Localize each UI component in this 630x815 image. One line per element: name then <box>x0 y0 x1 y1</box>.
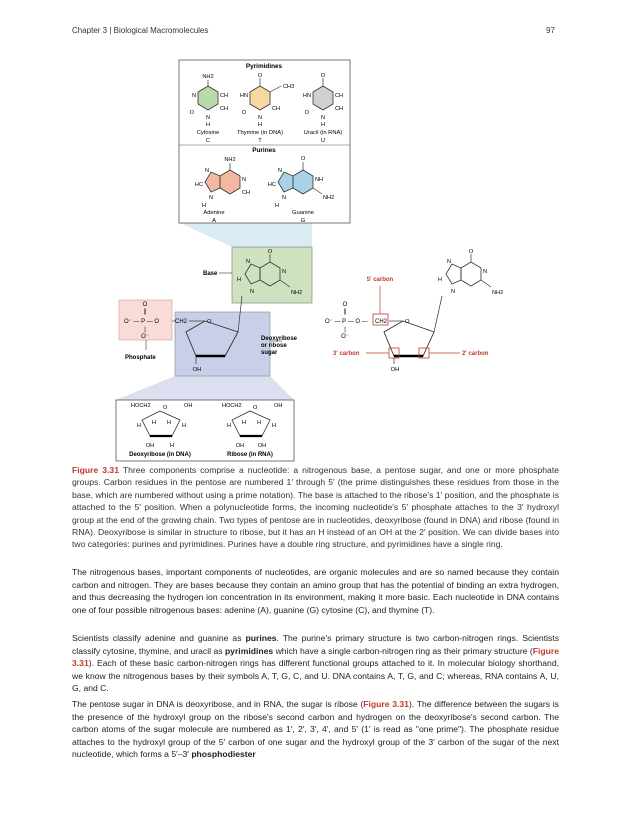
adenine-letter: A <box>212 218 216 224</box>
svg-text:O: O <box>304 110 309 116</box>
carbon2-label: 2′ carbon <box>462 351 489 357</box>
svg-text:NH2: NH2 <box>291 290 303 296</box>
svg-text:O: O <box>163 405 168 411</box>
svg-text:N: N <box>446 259 451 265</box>
svg-text:O⁻: O⁻ <box>341 334 349 340</box>
svg-text:NH2: NH2 <box>492 290 504 296</box>
svg-text:H: H <box>152 420 157 426</box>
svg-text:||: || <box>143 309 147 315</box>
uracil-letter: U <box>320 138 326 144</box>
deoxyribose-label: Deoxyribose (in DNA) <box>129 452 191 458</box>
svg-text:||: || <box>343 309 347 315</box>
svg-text:NH2: NH2 <box>202 74 214 80</box>
svg-text:N: N <box>249 289 255 295</box>
thymine-label: Thymine (in DNA) <box>236 130 284 136</box>
svg-text:O⁻: O⁻ <box>141 334 149 340</box>
svg-text:H: H <box>257 420 262 426</box>
base-connector <box>180 223 312 247</box>
svg-text:O: O <box>342 302 348 308</box>
figure-caption <box>72 464 559 551</box>
svg-text:N: N <box>277 168 282 174</box>
svg-text:N: N <box>242 177 247 183</box>
svg-text:H: H <box>437 277 442 283</box>
svg-text:O: O <box>300 156 306 162</box>
svg-text:OH: OH <box>274 403 283 409</box>
uracil-label: Uracil (in RNA) <box>303 130 343 136</box>
figure-ref-link[interactable]: Figure 3.31 <box>363 699 409 709</box>
svg-text:H: H <box>272 423 277 429</box>
purines-term: purines <box>245 633 277 643</box>
svg-text:H: H <box>320 122 326 128</box>
figure-ref-link[interactable]: Figure 3.31 <box>72 645 559 669</box>
svg-text:N: N <box>205 115 211 121</box>
sugar-label-3: sugar <box>261 350 278 356</box>
svg-text:H: H <box>236 277 241 283</box>
svg-text:NH2: NH2 <box>323 195 335 201</box>
svg-text:CH: CH <box>335 93 344 99</box>
svg-text:OH: OH <box>192 367 202 373</box>
paragraph-3: The pentose sugar in DNA is deoxyribose, and in RNA, the sugar is ribose (Figure 3.31). The difference between the sugars is the presence of the hydroxyl group on the ribose's second carbon and hydrogen on the deoxyribose's second carbon. The carbon atoms of the sugar molecule are numbered as 1′, 2′, 3′, 4′, and 5′ (1′ is read as "one prime"). The phosphate residue attaches to the hydroxyl group of the 5′ carbon of one sugar and the hydroxyl group of the 3′ carbon of the sugar of the next nucleotide, which forms a 5′–3′ phosphodiester <box>72 699 559 760</box>
svg-text:H: H <box>137 423 142 429</box>
svg-text:O: O <box>320 73 326 79</box>
svg-text:HC: HC <box>267 182 276 188</box>
svg-text:OH: OH <box>235 443 245 449</box>
svg-text:O: O <box>468 249 474 255</box>
svg-text:H: H <box>257 122 263 128</box>
svg-text:O: O <box>405 319 410 325</box>
svg-text:O⁻ — P — O —: O⁻ — P — O — <box>325 319 368 325</box>
svg-text:CH: CH <box>220 93 229 99</box>
svg-text:H: H <box>274 203 280 209</box>
svg-text:CH2: CH2 <box>175 319 188 325</box>
pyrimidines-term: pyrimidines <box>224 645 274 656</box>
cytosine-label: Cytosine <box>196 130 220 136</box>
svg-text:H: H <box>169 443 175 449</box>
svg-text:H: H <box>205 122 211 128</box>
svg-text:|: | <box>144 327 146 333</box>
svg-text:HOCH2: HOCH2 <box>131 403 151 409</box>
svg-text:N: N <box>245 259 250 265</box>
svg-text:N: N <box>208 195 214 201</box>
svg-text:O: O <box>207 319 212 325</box>
sugar-connector <box>116 376 294 400</box>
svg-text:|: | <box>344 327 346 333</box>
svg-text:H: H <box>182 423 187 429</box>
sugar-box <box>175 312 270 376</box>
sugar-label-2: or ribose <box>261 343 287 349</box>
svg-text:O: O <box>253 405 258 411</box>
svg-text:O: O <box>267 249 273 255</box>
svg-text:N: N <box>483 269 488 275</box>
svg-text:N: N <box>204 168 209 174</box>
carbon3-label: 3′ carbon <box>333 351 360 357</box>
svg-text:OH: OH <box>145 443 155 449</box>
page-number: 97 <box>546 26 555 35</box>
svg-text:O: O <box>142 302 148 308</box>
svg-text:HC: HC <box>194 182 203 188</box>
svg-text:CH: CH <box>335 106 344 112</box>
svg-text:HN: HN <box>302 93 311 99</box>
svg-text:N: N <box>281 195 287 201</box>
svg-text:CH: CH <box>242 190 251 196</box>
svg-text:N: N <box>320 115 326 121</box>
phosphate-label: Phosphate <box>125 355 156 361</box>
svg-text:HOCH2: HOCH2 <box>222 403 242 409</box>
svg-text:CH: CH <box>272 106 281 112</box>
carbon5-label: 5′ carbon <box>366 277 394 283</box>
pyrimidines-title: Pyrimidines <box>245 63 283 70</box>
phosphodiester-term: phosphodiester <box>191 749 256 760</box>
svg-text:N: N <box>282 269 287 275</box>
ribose-label: Ribose (in RNA) <box>227 452 273 458</box>
guanine-label: Guanine <box>292 210 314 216</box>
svg-text:CH2: CH2 <box>375 319 388 325</box>
svg-text:N: N <box>191 93 196 99</box>
guanine-letter: G <box>300 218 306 224</box>
paragraph-1: The nitrogenous bases, important components of nucleotides, are organic molecules and are so named because they contain carbon and nitrogen. They are bases because they contain an amino group that has the potential of binding an extra hydrogen, and thus decreasing the hydrogen ion concentration in its environment, making it more basic. Each nucleotide in DNA contains one of four possible nitrogenous bases: adenine (A), guanine (G) cytosine (C), and thymine (T). <box>72 567 559 615</box>
adenine-label: Adenine <box>203 210 225 216</box>
thymine-letter: T <box>258 138 262 144</box>
base-label: Base <box>203 271 218 277</box>
sugar-label-1: Deoxyribose <box>261 336 298 342</box>
svg-text:CH3: CH3 <box>283 84 295 90</box>
svg-text:O: O <box>241 110 246 116</box>
svg-text:N: N <box>257 115 263 121</box>
svg-text:H: H <box>201 203 207 209</box>
svg-text:H: H <box>227 423 232 429</box>
paragraph-2: Scientists classify adenine and guanine as purines. The purine's primary structure is two carbon-nitrogen rings. Scientists classify cytosine, thymine, and uracil as pyrimidines which have a single carbon-nitrogen ring as their primary structure (Figure 3.31). Each of these basic carbon-nitrogen rings has different functional groups attached to it. In molecular biology shorthand, we know the nitrogenous bases by their symbols A, T, G, C, and U. DNA contains A, T, G, and C; whereas, RNA contains A, U, G, and C. <box>72 633 559 694</box>
chapter-header: Chapter 3 | Biological Macromolecules <box>72 26 209 35</box>
svg-text:H: H <box>167 420 172 426</box>
svg-text:NH2: NH2 <box>224 157 236 163</box>
svg-text:HN: HN <box>239 93 248 99</box>
caption-text: Three components comprise a nucleotide: a nitrogenous base, a pentose sugar, and one or more phosphate groups. Carbon residues in the pentose are numbered 1′ through 5′ (the prime distinguishes these residues from those in the base, which are numbered without using a prime notation). The base is attached to the ribose's 1′ position, and the phosphate is attached to the 5′ position. When a polynucleotide forms, the incoming nucleotide's 5′ phosphate attaches to the 3′ hydroxyl group at the end of the growing chain. Two types of pentose are in nucleotides, deoxyribose (found in DNA) and ribose (found in RNA). Deoxyribose is similar in structure to ribose, but it has an H instead of an OH at the 2′ position. We can divide bases into two categories: purines and pyrimidines. Purines have a double ring structure, and pyrimidines have a single ring. <box>72 465 559 550</box>
svg-text:O: O <box>257 73 263 79</box>
svg-text:CH: CH <box>220 106 229 112</box>
svg-text:O: O <box>189 110 194 116</box>
svg-text:N: N <box>450 289 456 295</box>
svg-text:NH: NH <box>315 177 324 183</box>
svg-text:H: H <box>242 420 247 426</box>
svg-text:O⁻ — P — O: O⁻ — P — O <box>124 319 160 325</box>
svg-text:OH: OH <box>257 443 267 449</box>
caption-label: Figure 3.31 <box>72 465 119 475</box>
svg-text:OH: OH <box>184 403 193 409</box>
purines-title: Purines <box>252 147 276 154</box>
cytosine-letter: C <box>205 138 211 144</box>
svg-text:OH: OH <box>390 367 400 373</box>
